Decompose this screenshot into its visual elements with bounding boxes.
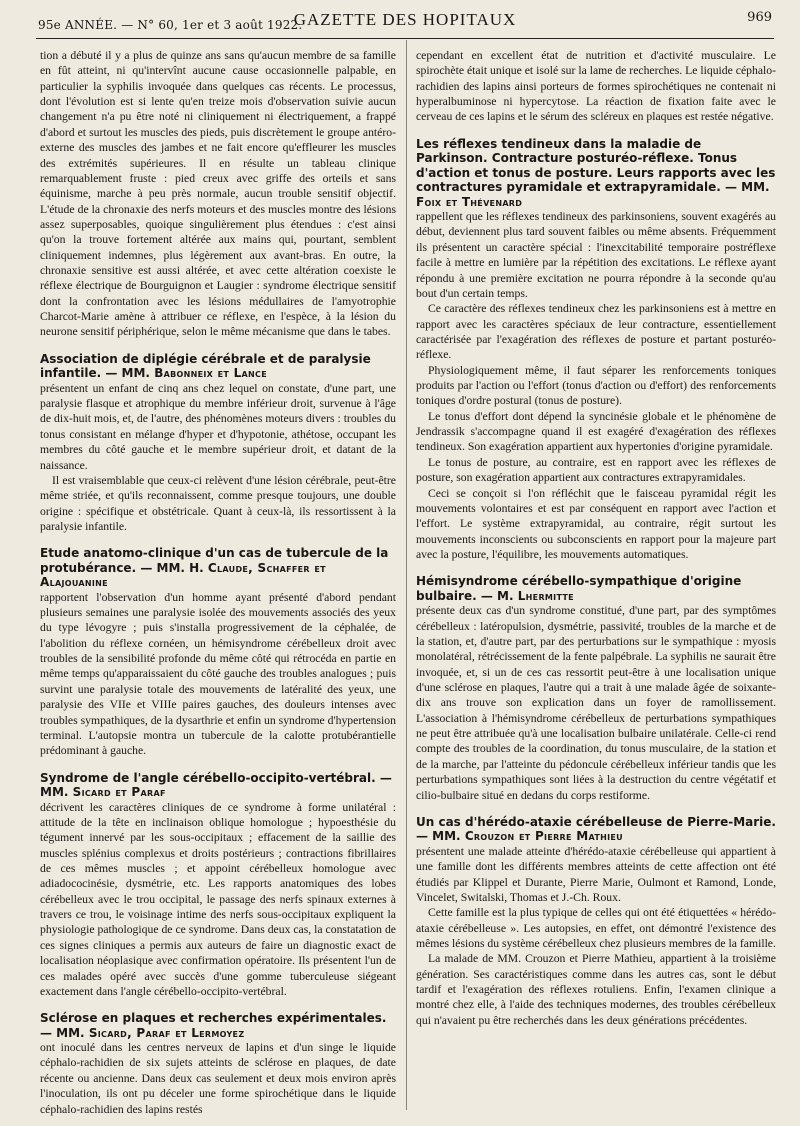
section-angle-cerebello [40, 771, 396, 1000]
section-hemisyndrome [416, 574, 776, 803]
section-title: Etude anatomo-clinique d'un cas de tubercule de la protubérance. — MM. H. Claude, Schaffer et Alajouanine [40, 546, 389, 590]
left-intro-paragraph: tion a débuté il y a plus de quinze ans sans qu'aucun membre de sa famille en fût atteint, ni qu'intervînt aucune cause occasionnelle palpable, en particulier la syphilis invoquée dans quelques cas récents. Le processus, dont l'évolution est si lente qu'en treize mois d'observation suivie aucun changement n'a pu être noté ni cliniquement ni électriquement, a frappé d'abord et surtout les muscles des pieds, puis discrètement le groupe antéro-externe des muscles des jambes et ne fait encore qu'effleurer les muscles des extrémités supérieures. Il en résulte un tableau clinique remarquablement fruste : pied creux avec griffe des orteils et sans équinisme, marche à peu près normale, aucun trouble sensitif objectif. L'étude de la chronaxie des nerfs moteurs et des muscles montre des lésions assez superposables, quoique singulièrement plus étendues : c'est ainsi qu'on la trouve fortement altérée aux mains qui, pourtant, semblent cliniquement indemnes, plus légèrement aux avant-bras. En outre, la chronaxie sensitive est aussi altérée, et avec cette altération coexiste le réflexe électrique de Bourguignon et Laugier : syndrome électrique sensitif dont la confrontation avec les lésions médullaires de l'amyotrophie Charcot-Marie amène à attribuer ce réflexe, en l'espèce, à la lésion du neurone sensitif périphérique, selon le même mécanisme que dans le tabes. [40, 49, 396, 339]
right-column [416, 48, 776, 1028]
section-lead [40, 1011, 396, 1117]
section-heredo-ataxie [416, 815, 776, 1028]
section-paragraph: rappellent que les réflexes tendineux des parkinsoniens, souvent exagérés au début, deviennent plus tard souvent faibles ou même absents. Fréquemment ils présentent un caractère spécial : l'inexcitabilité temporaire postréflexe facile à mettre en lumière par la répétition des excitations. Le réflexe ayant répondu à une première excitation ne pourra répondre à la seconde qu'au bout d'un certain temps. [416, 210, 776, 300]
section-diplegie [40, 352, 396, 535]
section-paragraph: ont inoculé dans les centres nerveux de lapins et d'un singe le liquide céphalo-rachidien de six sujets atteints de sclérose en plaques, de date récente ou ancienne. Dans deux cas seulement et deux mois environ après l'inoculation, ils ont pu déceler une forme spirochétique dans le liquide céphalo-rachidien des lapins restés [40, 1041, 396, 1116]
section-lead [40, 771, 396, 1000]
section-sclerose [40, 1011, 396, 1117]
section-paragraph: présente deux cas d'un syndrome constitué, d'une part, par des symptômes cérébelleux : latéropulsion, dysmétrie, passivité, troubles de la marche et de la station, et, d'autre part, par des perturbations sur le sympathique : myosis monolatéral, rétrécissement de la fente palpébrale. La syphilis ne saurait être invoquée, et, si un de ces cas ressortit peut-être à une localisation unique d'une sclérose en plaques, l'autre qui a trait à une malade âgée de soixante-dix ans trouve son explication dans un foyer de ramollissement. L'association à l'hémisyndrome cérébelleux de perturbations sympathiques ne peut être attribuée qu'à une localisation bulbaire unilatérale. Celle-ci rend compte des troubles de la coordination, du tonus musculaire, de la station et de la marche, par l'atteinte du pédoncule cérébelleux inférieur tandis que les perturbations sympathiques sont liées à la destruction du centre végétatif et cilio-bulbaire situé en dedans du corps restiforme. [416, 604, 776, 802]
section-paragraph: La malade de MM. Crouzon et Pierre Mathieu, appartient à la troisième génération. Ses caractéristiques comme dans les autres cas, sont le début tardif et l'exagération des réflexes rotuliens. Enfin, l'examen clinique a montré chez elle, à l'aide des techniques modernes, des troubles cérébelleux qui n'avaient pu être recherchés dans les deux générations précédentes. [416, 952, 776, 1027]
section-paragraph: Il est vraisemblable que ceux-ci relèvent d'une lésion cérébrale, peut-être même striée, et qu'ils reconnaissent, comme presque toujours, une double origine : spécifique et obstétricale. Quant à ceux-là, ils ressortissent à la paralysie infantile. [40, 473, 396, 533]
page-number: 969 [747, 10, 772, 25]
column-divider [406, 40, 407, 1110]
section-paragraph: présentent une malade atteinte d'hérédo-ataxie cérébelleuse qui appartient à une famille dont les différents membres atteints de cette affection ont été étudiés par Klippel et Durante, Pierre Marie, Oulmont et Ramond, Londe, Vincelet, Switalski, Thomas et J.-Ch. Roux. [416, 844, 776, 904]
section-lead [416, 815, 776, 905]
section-authors: Foix et Thévenard [416, 194, 523, 209]
section-authors: Lhermitte [517, 588, 574, 603]
header-rule [36, 38, 774, 39]
section-lead [416, 574, 776, 803]
section-paragraph: présentent un enfant de cinq ans chez lequel on constate, d'une part, une paralysie flasque et atrophique du membre inférieur droit, survenue à l'âge de dix-huit mois, et, de l'autre, des phénomènes moteurs divers : troubles du tonus consistant en mélange d'hyper et d'hypotonie, athétose, occupant les membres du côté gauche et le membre supérieur droit, et datant de la naissance. [40, 381, 396, 472]
running-head [38, 6, 772, 36]
journal-title: GAZETTE DES HOPITAUX [293, 10, 517, 29]
section-paragraph: Le tonus d'effort dont dépend la syncinésie globale et le phénomène de Jendrassik s'accompagne quand il est exagéré d'exagération des réflexes tendineux. Son exagération appartient aux hypertonies d'origine pyramidale. [416, 409, 776, 454]
right-intro-paragraph: cependant en excellent état de nutrition et d'activité musculaire. Le spirochète était unique et isolé sur la lame de recherches. Le liquide céphalo-rachidien des lapins ainsi porteurs de formes spirochétiques ne contenait ni hyperalbuminose ni hypercytose. La réaction de fixation faite avec le cerveau de ces lapins et le sérum des scléreux en plaques est restée négative. [416, 49, 776, 124]
section-title: Hémisyndrome cérébello-sympathique d'origine bulbaire. — M. Lhermitte [416, 574, 742, 603]
section-paragraph: rapportent l'observation d'un homme ayant présenté d'abord pendant plusieurs semaines une paralysie isolée des mouvements associés des yeux du type lévogyre ; puis s'installa progressivement de la céphalée, de l'abolition du réflexe cornéen, un hémisyndrome cérébelleux droit avec troubles de la sensibilité profonde du même côté qui rétrocéda en partie en même temps qu'apparaissaient du côté gauche des troubles analogues ; puis survint une paralysie totale des mouvements de latéralité des yeux, une paralysie des VIIe et VIIIe paires gauches, des douleurs intenses avec troubles sympathiques, de la dysarthrie et enfin un syndrome d'hypertension terminal. L'autopsie montra un tubercule de la calotte protubérantielle prédominant à gauche. [40, 590, 396, 758]
section-paragraph: décrivent les caractères cliniques de ce syndrome à forme unilatéral : attitude de la tête en inclinaison oblique homologue ; hypoesthésie du tégument innervé par les sous-occipitaux ; effacement de la saillie des muscles splénius complexus et droits postérieurs ; contractions fibrillaires de ces mêmes muscles ; et appoint cérébelleux homologue avec adiadococinésie, dysmétrie, etc. Les rapports anatomiques des lobes cérébelleux avec le trou occipital, le passage des nerfs spinaux externes à travers ce trou, le voisinage intime des nerfs sous-occipitaux expliquent la physiologie pathologique de ce syndrome. Dans deux cas, la constatation de ces signes cliniques a permis aux auteurs de faire un diagnostic exact de localisation néoplasique avec confirmation opératoire. Ils présentent l'un de ces malades opéré avec succès d'une gomme tuberculeuse siégeant exactement dans l'angle cérébello-occipito-vertébral. [40, 800, 396, 998]
section-tubercule [40, 546, 396, 758]
section-authors: Babonneix et Lance [154, 366, 267, 381]
section-paragraph: Le tonus de posture, au contraire, est en rapport avec les réflexes de posture, son exagération appartient aux contractures extrapyramidales. [416, 455, 776, 485]
section-title: Un cas d'hérédo-ataxie cérébelleuse de Pierre-Marie. — MM. Crouzon et Pierre Mathieu [416, 814, 776, 844]
issue-line: 95e ANNÉE. — N° 60, 1er et 3 août 1922. [38, 18, 303, 32]
section-lead [416, 137, 776, 301]
section-authors: Sicard et Paraf [72, 785, 166, 800]
section-paragraph: Ceci se conçoit si l'on réfléchit que le faisceau pyramidal régit les mouvements volontaires et est par conséquent en rapport avec l'action et l'effort. Le système extrapyramidal, au contraire, régit surtout les mouvements inconscients ou subconscients en rapport pour la majeure part avec la posture, l'équilibre, les mouvements automatiques. [416, 486, 776, 561]
left-column [40, 48, 396, 1117]
section-lead [40, 546, 396, 758]
section-parkinson [416, 137, 776, 563]
section-paragraph: Physiologiquement même, il faut séparer les renforcements toniques produits par l'action ou l'effort (tonus d'action ou d'effort) des renforcements toniques d'ordre postural (tonus de posture). [416, 363, 776, 408]
section-authors: Sicard, Paraf et Lermoyez [88, 1025, 245, 1040]
section-title: Association de diplégie cérébrale et de paralysie infantile. — MM. Babonneix et Lance [40, 351, 371, 381]
section-lead [40, 352, 396, 473]
section-title: Les réflexes tendineux dans la maladie de Parkinson. Contracture posturéo-réflexe. Tonus d'action et tonus de posture. Leurs rapports avec les contractures pyramidale et extrapyramidale. — MM. Foix et Thévenard [416, 136, 776, 209]
section-title: Syndrome de l'angle cérébello-occipito-vertébral. — MM. Sicard et Paraf [40, 770, 392, 800]
section-title: Sclérose en plaques et recherches expérimentales. — MM. Sicard, Paraf et Lermoyez [40, 1011, 387, 1040]
section-paragraph: Cette famille est la plus typique de celles qui ont été étiquettées « hérédo-ataxie cérébelleuse ». Les autopsies, en effet, ont démontré l'existence des mêmes lésions du système cérébelleux chez plusieurs membres de la famille. [416, 906, 776, 950]
section-authors: Claude, Schaffer et Alajouanine [40, 560, 326, 590]
section-paragraph: Ce caractère des réflexes tendineux chez les parkinsoniens est à mettre en rapport avec les caractères spéciaux de leur contracture, essentiellement caractérisée par l'exagération des réflexes de posture et partant posturéo-réflexe. [416, 302, 776, 362]
section-authors: Crouzon et Pierre Mathieu [464, 829, 623, 844]
